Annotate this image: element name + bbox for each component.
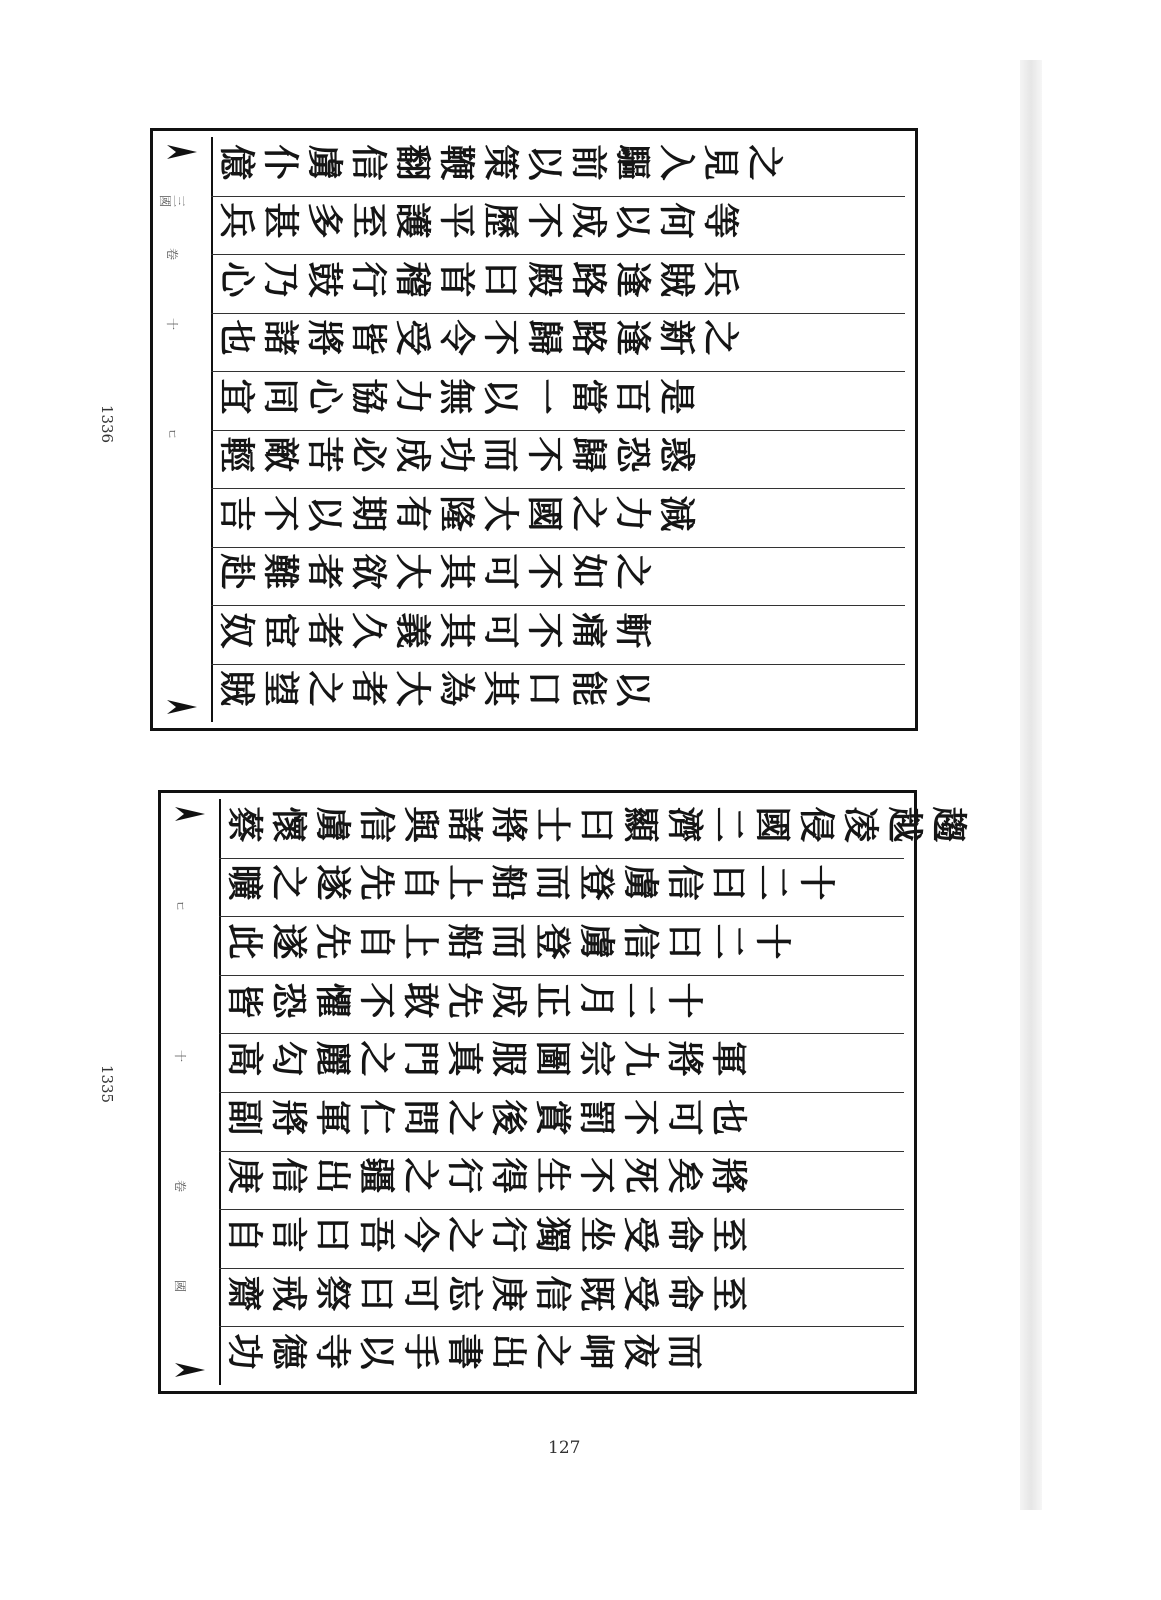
margin-note: 三國	[157, 193, 186, 208]
column-rule	[219, 1326, 904, 1327]
column-rule	[211, 430, 905, 431]
block-margin-strip	[165, 799, 215, 1385]
text-line: 輕 敵 苦 必 成 功 而 不 歸 恐 惑	[215, 436, 698, 485]
text-line: 心 乃 鼓 行 稽 首 曰 殿 路 逢 賊 兵	[215, 261, 742, 310]
column-rule	[219, 1033, 904, 1034]
column-rule	[219, 1268, 904, 1269]
column-rule	[219, 1092, 904, 1093]
woodblock-page-top	[150, 128, 918, 731]
text-line: 賊 望 之 者 大 為 其 口 能 以	[215, 670, 654, 719]
margin-note: 國	[172, 1278, 187, 1293]
fish-tail-mark-icon	[175, 1363, 205, 1377]
column-rule	[211, 547, 905, 548]
page-gutter-shadow	[1020, 60, 1042, 1510]
margin-note: 十	[172, 1048, 187, 1063]
column-rule	[219, 1209, 904, 1210]
text-line: 齋 戒 祭 曰 可 忘 庚 信 既 受 命 至	[223, 1275, 750, 1324]
text-line: 吉 不 以 期 有 隆 大 國 之 力 減	[215, 495, 698, 544]
text-line: 宜 同 心 協 力 無 以 一 當 百 是	[215, 378, 698, 427]
text-line: 庚 信 出 疆 之 行 得 生 不 死 矣 將	[223, 1157, 750, 1206]
text-line: 億 仆 虜 信 翻 鞭 策 以 前 驅 入 見 之	[215, 144, 786, 193]
column-rule	[219, 858, 904, 859]
text-line: 兵 甚 多 至 護 平 歷 不 成 以 何 等	[215, 202, 742, 251]
text-line: 高 勾 麗 之 門 真 服 圖 宗 九 將 軍	[223, 1040, 750, 1089]
page-number-127: 127	[548, 1438, 581, 1458]
fish-tail-mark-icon	[167, 145, 197, 159]
margin-note: 卷	[172, 1178, 187, 1193]
column-rule	[211, 488, 905, 489]
block-margin-strip	[157, 137, 207, 722]
column-rule	[219, 1151, 904, 1152]
text-line: 功 德 寺 以 手 書 出 之 岬 夜 而	[223, 1333, 706, 1382]
column-rule	[219, 916, 904, 917]
fish-tail-mark-icon	[167, 700, 197, 714]
margin-note: 十	[164, 316, 179, 331]
text-line: 自 言 曰 吾 今 之 行 獨 坐 受 命 至	[223, 1216, 750, 1265]
margin-note: ㄷ	[164, 426, 179, 441]
column-rule	[211, 605, 905, 606]
column-rule	[211, 196, 905, 197]
column-rule	[219, 975, 904, 976]
woodblock-page-bottom	[158, 790, 970, 1394]
text-line: 也 諸 將 皆 受 令 不 歸 路 逢 新 之	[215, 319, 742, 368]
text-line: 副 將 軍 仁 問 之 後 賞 罰 不 可 也	[223, 1099, 750, 1148]
page-number-1335: 1335	[98, 1064, 117, 1104]
column-rule	[211, 313, 905, 314]
column-rule	[211, 254, 905, 255]
margin-note: ㄷ	[172, 898, 187, 913]
text-line: 奴 宦 者 久 義 其 可 不 痛 斬	[215, 612, 654, 661]
page-number-1336: 1336	[98, 404, 117, 444]
text-line: 曠 之 遂 先 自 上 船 而 登 虜 信 曰 二 十	[223, 864, 838, 913]
text-line: 蔡 懷 虜 信 與 諸 將 士 曰 顯 濟 二 國 侵 凌 越 趨	[223, 806, 970, 855]
column-rule	[211, 371, 905, 372]
text-line: 皆 恐 懼 不 敢 先 成 正 月 二 十	[223, 982, 706, 1031]
column-rule	[211, 664, 905, 665]
margin-note: 卷	[164, 246, 179, 261]
text-line: 此 遂 先 自 上 船 而 登 虜 信 曰 二 十	[223, 923, 794, 972]
fish-tail-mark-icon	[175, 807, 205, 821]
text-line: 赴 難 者 欲 大 其 可 不 如 之	[215, 553, 654, 602]
